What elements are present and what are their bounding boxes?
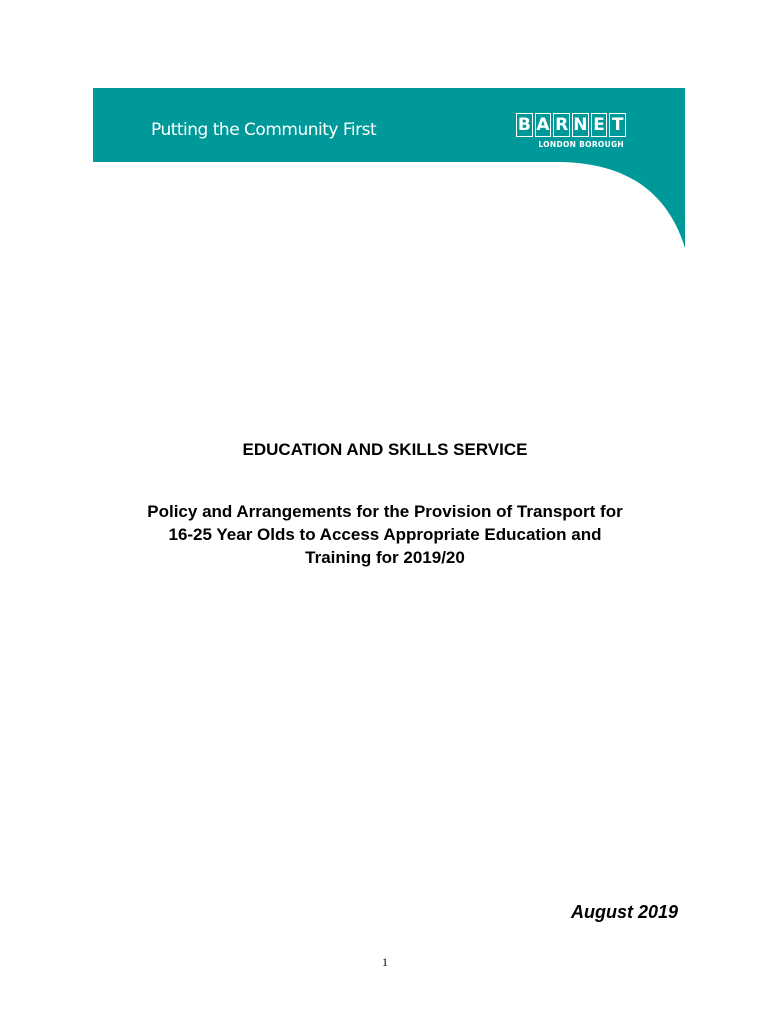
banner-shape	[93, 88, 685, 248]
document-date: August 2019	[570, 902, 678, 922]
header-banner	[93, 88, 685, 248]
logo-letter: B	[517, 115, 531, 135]
logo-subtitle: LONDON BOROUGH	[538, 140, 624, 149]
logo-letter: R	[555, 115, 569, 135]
logo-letter: T	[609, 113, 626, 137]
logo-letters	[516, 113, 626, 137]
logo-letter: E	[591, 113, 608, 137]
barnet-logo	[516, 113, 626, 149]
title-line: 16-25 Year Olds to Access Appropriate Education and	[168, 525, 602, 544]
document-title	[80, 500, 690, 569]
logo-letter: A	[536, 115, 550, 135]
title-line: Policy and Arrangements for the Provision of Transport for	[147, 502, 623, 521]
banner-tagline: Putting the Community First	[151, 120, 377, 140]
page-number: 1	[382, 955, 388, 969]
logo-letter: N	[573, 115, 588, 135]
service-heading: EDUCATION AND SKILLS SERVICE	[242, 440, 528, 459]
title-line: Training for 2019/20	[305, 548, 465, 567]
